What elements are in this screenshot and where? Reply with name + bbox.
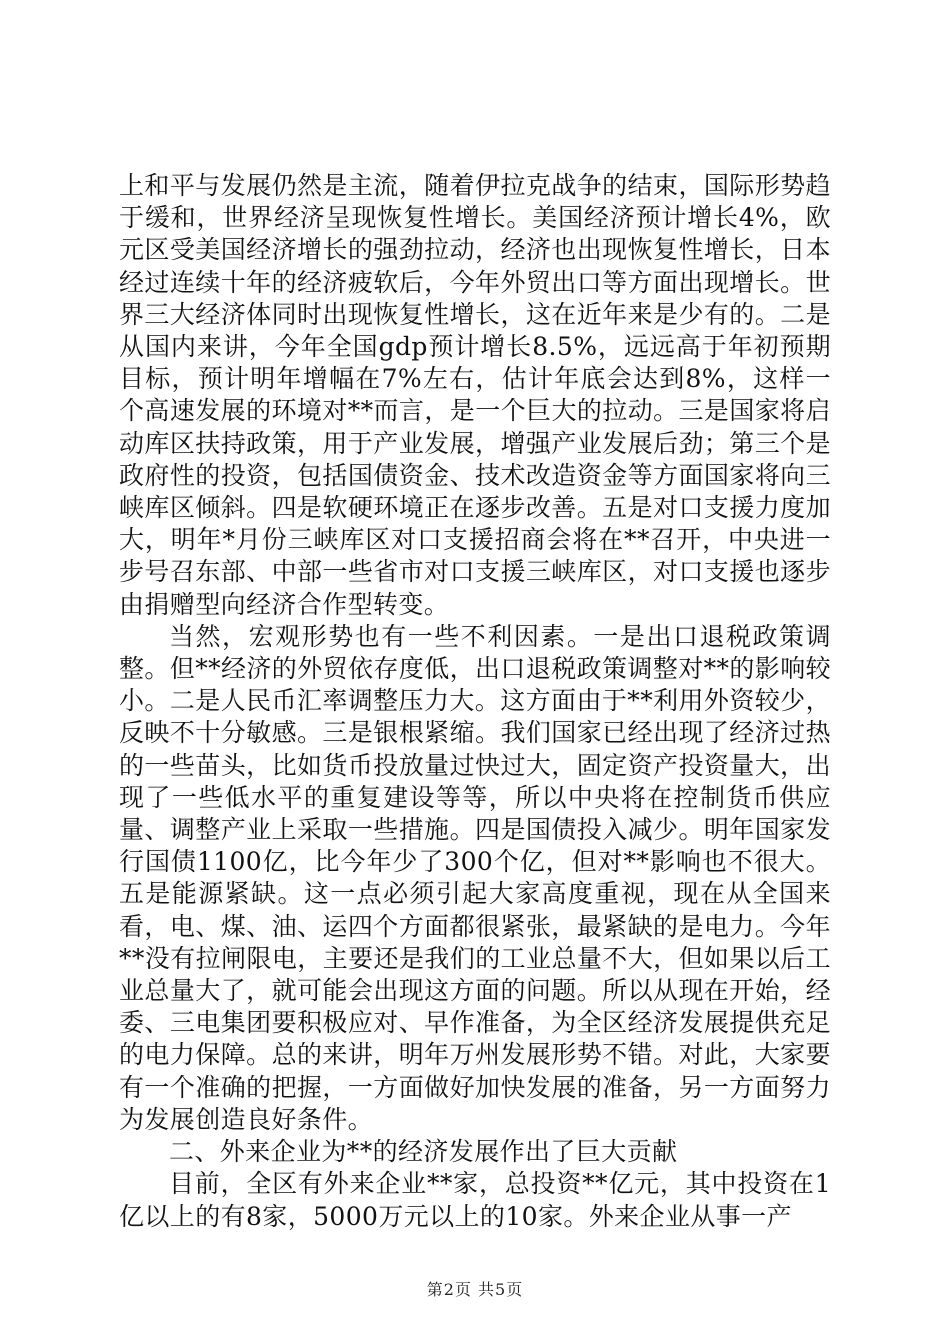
section-heading: 二、外来企业为**的经济发展作出了巨大贡献 <box>169 1137 678 1167</box>
document-body <box>119 170 831 1233</box>
paragraph-2: 当然，宏观形势也有一些不利因素。一是出口退税政策调整。但**经济的外贸依存度低，出口退税政策调整对**的影响较小。二是人民币汇率调整压力大。这方面由于**利用外资较少，反映不十分敏感。三是银根紧缩。我们国家已经出现了经济过热的一些苗头，比如货币投放量过快过大，固定资产投资量大，出现了一些低水平的重复建设等等，所以中央将在控制货币供应量、调整产业上采取一些措施。四是国债投入减少。明年国家发行国债1100亿，比今年少了300个亿，但对**影响也不很大。五是能源紧缺。这一点必须引起大家高度重视，现在从全国来看，电、煤、油、运四个方面都很紧张，最紧缺的是电力。今年**没有拉闸限电，主要还是我们的工业总量不大，但如果以后工业总量大了，就可能会出现这方面的问题。所以从现在开始，经委、三电集团要积极应对、早作准备，为全区经济发展提供充足的电力保障。总的来讲，明年万州发展形势不错。对此，大家要有一个准确的把握，一方面做好加快发展的准备，另一方面努力为发展创造良好条件。 <box>119 621 832 1134</box>
paragraph-3: 目前，全区有外来企业**家，总投资**亿元，其中投资在1亿以上的有8家，5000万元以上的10家。外来企业从事一产 <box>119 1169 831 1231</box>
paragraph-1: 上和平与发展仍然是主流，随着伊拉克战争的结束，国际形势趋于缓和，世界经济呈现恢复性增长。美国经济预计增长4%，欧元区受美国经济增长的强劲拉动，经济也出现恢复性增长，日本经过连续十年的经济疲软后，今年外贸出口等方面出现增长。世界三大经济体同时出现恢复性增长，这在近年来是少有的。二是从国内来讲，今年全国gdp预计增长8.5%，远远高于年初预期目标，预计明年增幅在7%左右，估计年底会达到8%，这样一个高速发展的环境对**而言，是一个巨大的拉动。三是国家将启动库区扶持政策，用于产业发展，增强产业发展后劲；第三个是政府性的投资，包括国债资金、技术改造资金等方面国家将向三峡库区倾斜。四是软硬环境正在逐步改善。五是对口支援力度加大，明年*月份三峡库区对口支援招商会将在**召开，中央进一步号召东部、中部一些省市对口支援三峡库区，对口支援也逐步由捐赠型向经济合作型转变。 <box>119 171 831 619</box>
page-number-footer: 第2页 共5页 <box>426 1280 524 1299</box>
